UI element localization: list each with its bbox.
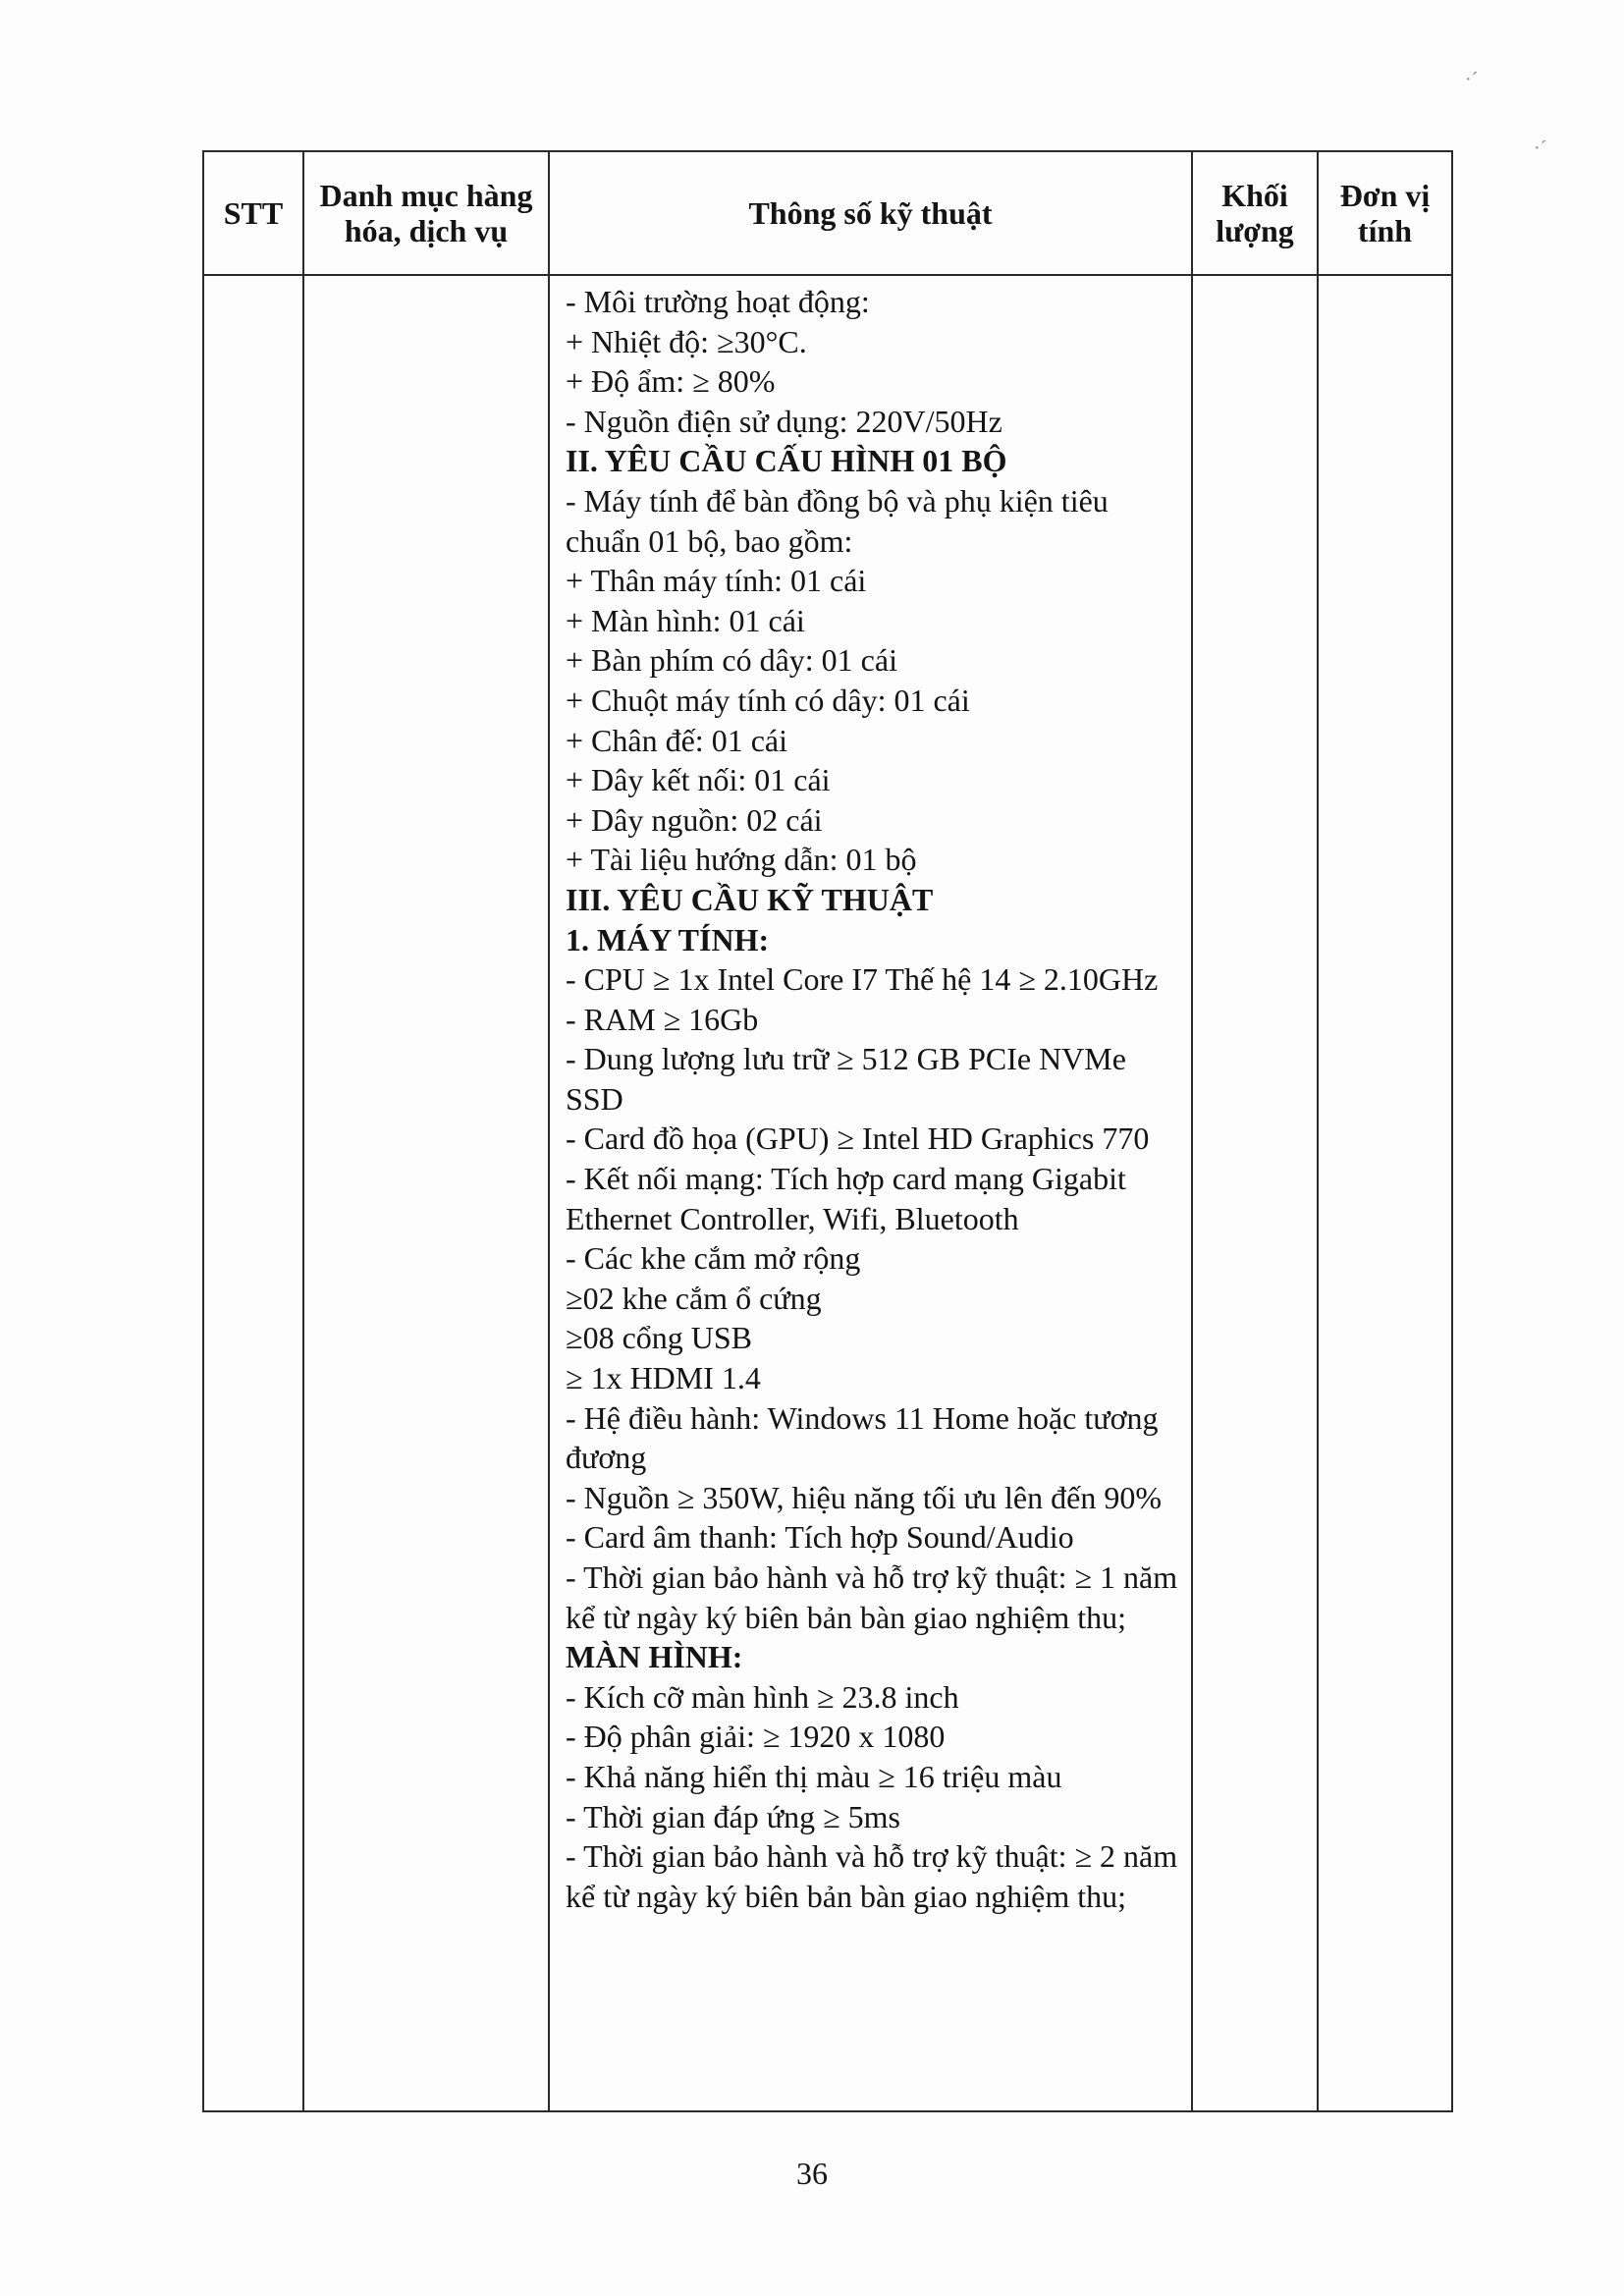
spec-section-heading: MÀN HÌNH:	[566, 1639, 743, 1675]
spec-line: + Bàn phím có dây: 01 cái	[566, 642, 897, 679]
specification-table	[202, 150, 1453, 2112]
spec-line: - Dung lượng lưu trữ ≥ 512 GB PCIe NVMe SSD	[566, 1041, 1126, 1117]
cell-unit	[1318, 275, 1452, 2111]
spec-line: - Thời gian bảo hành và hỗ trợ kỹ thuật: ≥ 2 năm kể từ ngày ký biên bản bàn giao nghiệm thu;	[566, 1838, 1178, 1914]
cell-specs	[549, 275, 1192, 2111]
spec-line: + Độ ẩm: ≥ 80%	[566, 363, 776, 400]
cell-stt	[203, 275, 303, 2111]
header-unit: Đơn vị tính	[1318, 151, 1452, 275]
spec-line: - Máy tính để bàn đồng bộ và phụ kiện tiêu chuẩn 01 bộ, bao gồm:	[566, 482, 1109, 559]
spec-line: + Tài liệu hướng dẫn: 01 bộ	[566, 842, 917, 878]
spec-line: - Nguồn ≥ 350W, hiệu năng tối ưu lên đến 90%	[566, 1479, 1162, 1515]
spec-line: - Môi trường hoạt động:	[566, 284, 870, 319]
cell-category	[303, 275, 549, 2111]
spec-line: - Card đồ họa (GPU) ≥ Intel HD Graphics 770	[566, 1121, 1150, 1157]
spec-line: - Độ phân giải: ≥ 1920 x 1080	[566, 1719, 946, 1755]
spec-section-heading: III. YÊU CẦU KỸ THUẬT	[566, 881, 934, 917]
table-row	[203, 275, 1452, 2111]
spec-line: + Dây nguồn: 02 cái	[566, 801, 823, 838]
spec-line: - Nguồn điện sử dụng: 220V/50Hz	[566, 403, 1002, 439]
spec-line: - Hệ điều hành: Windows 11 Home hoặc tương đương	[566, 1399, 1159, 1476]
spec-line: + Chân đế: 01 cái	[566, 722, 787, 758]
header-specs: Thông số kỹ thuật	[549, 151, 1192, 275]
spec-line: - Thời gian bảo hành và hỗ trợ kỹ thuật: ≥ 1 năm kể từ ngày ký biên bản bàn giao nghiệm thu;	[566, 1559, 1178, 1635]
page-number: 36	[796, 2156, 828, 2191]
spec-line: ≥02 khe cắm ổ cứng	[566, 1280, 822, 1316]
scan-mark-decoration: ·ˊ	[1534, 137, 1547, 159]
spec-line: + Nhiệt độ: ≥30°C.	[566, 323, 807, 359]
spec-line: + Chuột máy tính có dây: 01 cái	[566, 682, 970, 718]
spec-line: - Khả năng hiển thị màu ≥ 16 triệu màu	[566, 1758, 1062, 1794]
spec-lines-list	[566, 282, 1181, 1916]
spec-section-heading: 1. MÁY TÍNH:	[566, 921, 770, 957]
table-header-row	[203, 151, 1452, 275]
spec-line: - RAM ≥ 16Gb	[566, 1001, 759, 1037]
spec-line: ≥ 1x HDMI 1.4	[566, 1360, 761, 1396]
cell-quantity	[1192, 275, 1318, 2111]
spec-line: - Kích cỡ màn hình ≥ 23.8 inch	[566, 1678, 959, 1715]
spec-line: - Kết nối mạng: Tích hợp card mạng Gigabit Ethernet Controller, Wifi, Bluetooth	[566, 1161, 1126, 1236]
header-quantity: Khối lượng	[1192, 151, 1318, 275]
spec-line: + Thân máy tính: 01 cái	[566, 563, 867, 599]
spec-line: - Các khe cắm mở rộng	[566, 1240, 861, 1277]
spec-line: + Màn hình: 01 cái	[566, 602, 805, 638]
spec-line: - Thời gian đáp ứng ≥ 5ms	[566, 1798, 900, 1834]
spec-line: - Card âm thanh: Tích hợp Sound/Audio	[566, 1519, 1074, 1556]
header-stt: STT	[203, 151, 303, 275]
spec-line: ≥08 cổng USB	[566, 1320, 753, 1356]
spec-line: + Dây kết nối: 01 cái	[566, 762, 831, 798]
spec-line: - CPU ≥ 1x Intel Core I7 Thế hệ 14 ≥ 2.10GHz	[566, 961, 1159, 998]
header-category: Danh mục hàng hóa, dịch vụ	[303, 151, 549, 275]
scan-mark-decoration: ·ˊ	[1465, 69, 1479, 90]
spec-section-heading: II. YÊU CẦU CẤU HÌNH 01 BỘ	[566, 443, 1007, 479]
